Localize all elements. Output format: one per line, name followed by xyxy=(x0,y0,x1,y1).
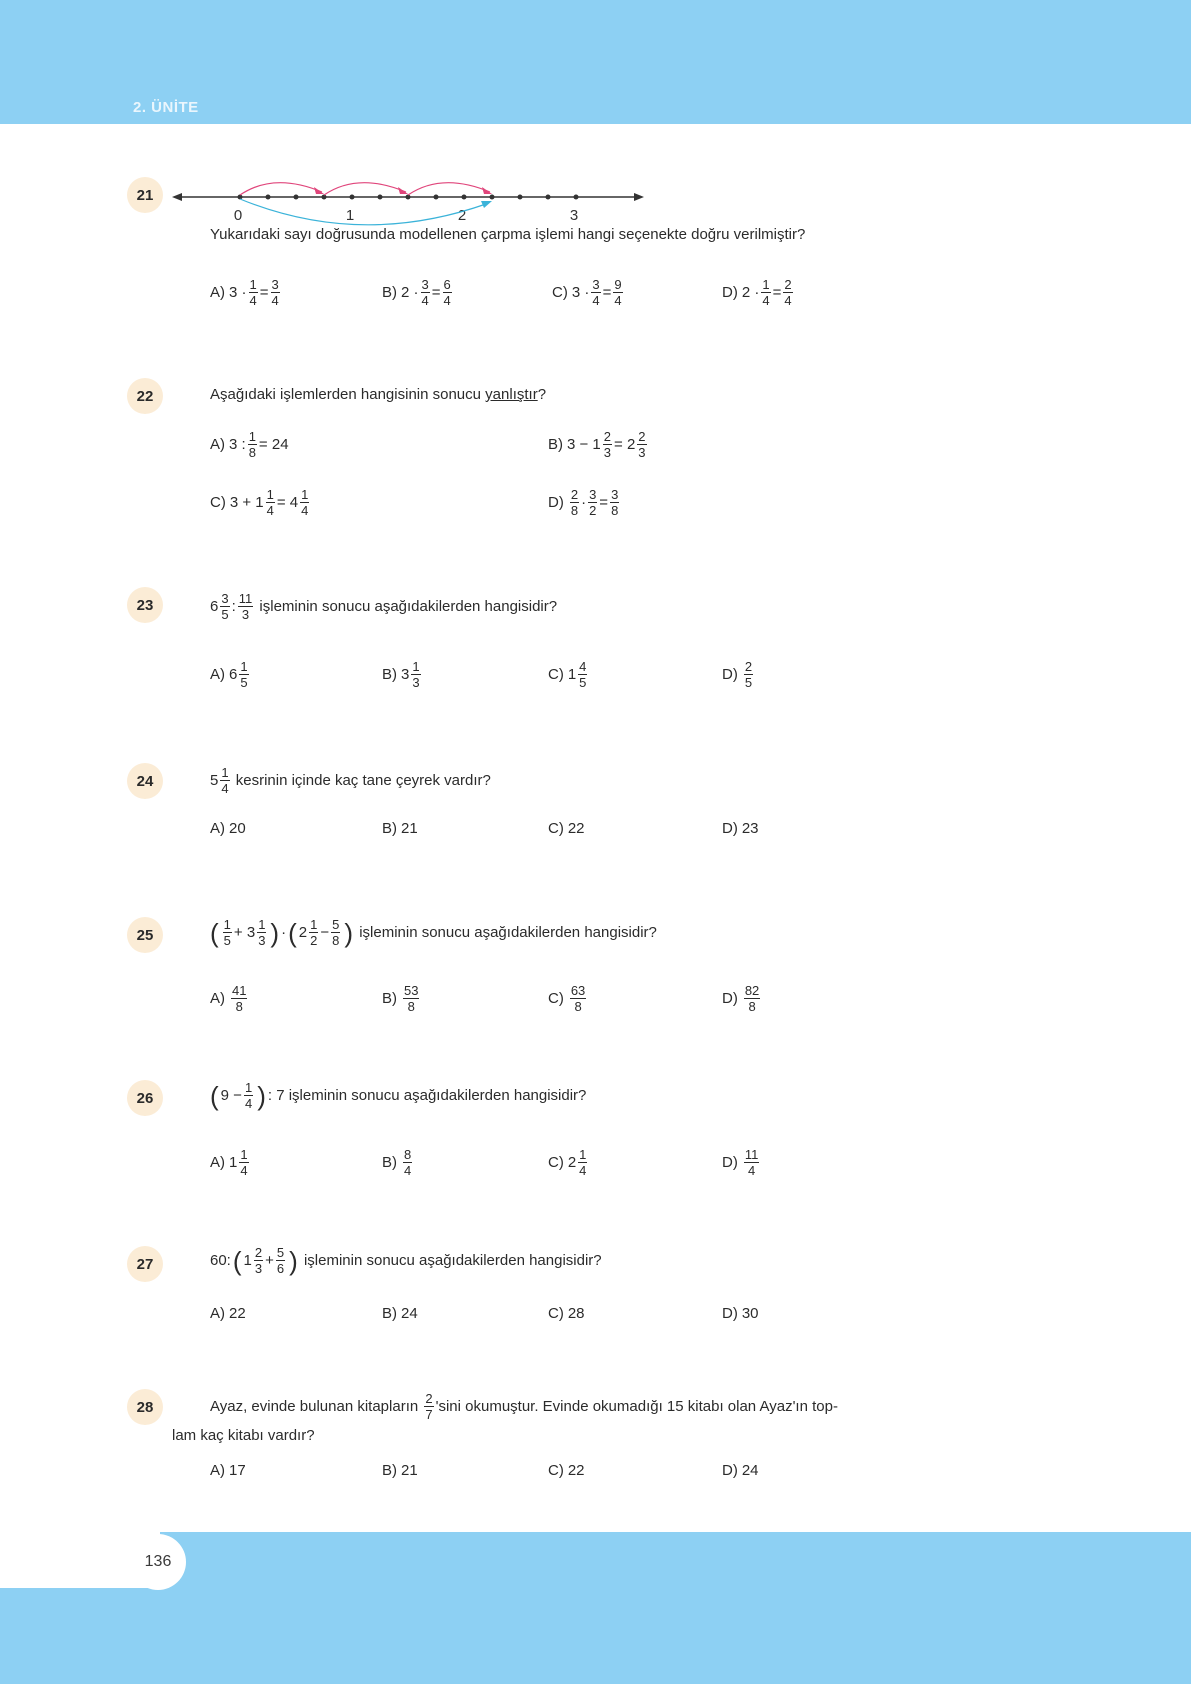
question-text: 5 $\frac{1}{4}$ kesrinin içinde kaç tane çeyrek vardır? xyxy=(210,765,491,796)
option-a[interactable]: A) 20 xyxy=(210,820,246,837)
option-c[interactable]: C) 3 · $\frac{3}{4}$ = $\frac{9}{4}$ xyxy=(552,277,622,308)
option-c[interactable]: C) $\frac{63}{8}$ xyxy=(548,983,586,1014)
option-a[interactable]: A) 22 xyxy=(210,1305,246,1322)
option-a[interactable]: A) $\frac{41}{8}$ xyxy=(210,983,247,1014)
option-d[interactable]: D) 23 xyxy=(722,820,759,837)
option-c[interactable]: C) 3 + 1 $\frac{1}{4}$ = 4 $\frac{1}{4}$ xyxy=(210,487,309,518)
option-a[interactable]: A) 3 · $\frac{1}{4}$ = $\frac{3}{4}$ xyxy=(210,277,279,308)
question-text: ( $\frac{1}{5}$ + 3 $\frac{1}{3}$ ) · ( 2 $\frac{1}{2}$ − $\frac{5}{8}$ ) işleminin sonucu aşağıdakilerden hangisidir? xyxy=(210,917,657,948)
svg-text:0: 0 xyxy=(233,207,243,224)
option-a[interactable]: A) 6 $\frac{1}{5}$ xyxy=(210,659,248,690)
question-number-badge: 26 xyxy=(127,1080,163,1116)
option-d[interactable]: D) $\frac{2}{5}$ xyxy=(722,659,753,690)
option-c[interactable]: C) 28 xyxy=(548,1305,585,1322)
option-b[interactable]: B) 24 xyxy=(382,1305,418,1322)
option-d[interactable]: D) 30 xyxy=(722,1305,759,1322)
question-number-badge: 21 xyxy=(127,177,163,213)
option-b[interactable]: B) 3 − 1 $\frac{2}{3}$ = 2 $\frac{2}{3}$ xyxy=(548,429,646,460)
question-text: 60: ( 1 $\frac{2}{3}$ + $\frac{5}{6}$ ) işleminin sonucu aşağıdakilerden hangisidir? xyxy=(210,1245,602,1276)
option-a[interactable]: A) 3 : $\frac{1}{8}$ = 24 xyxy=(210,429,289,460)
question-number-badge: 27 xyxy=(127,1246,163,1282)
question-text: Yukarıdaki sayı doğrusunda modellenen çarpma işlemi hangi seçenekte doğru verilmiştir? xyxy=(210,226,806,243)
option-c[interactable]: C) 22 xyxy=(548,820,585,837)
option-a[interactable]: A) 1 $\frac{1}{4}$ xyxy=(210,1147,248,1178)
option-c[interactable]: C) 2 $\frac{1}{4}$ xyxy=(548,1147,587,1178)
question-text: 6 $\frac{3}{5}$ : $\frac{11}{3}$ işleminin sonucu aşağıdakilerden hangisidir? xyxy=(210,591,558,622)
arrow-left-icon xyxy=(172,193,182,201)
option-d[interactable]: D) $\frac{11}{4}$ xyxy=(722,1147,759,1178)
unit-label: 2. ÜNİTE xyxy=(133,99,199,116)
option-d[interactable]: D) $\frac{82}{8}$ xyxy=(722,983,760,1014)
option-c[interactable]: C) 22 xyxy=(548,1462,585,1479)
option-b[interactable]: B) 3 $\frac{1}{3}$ xyxy=(382,659,420,690)
page-number: 136 xyxy=(130,1534,186,1590)
question-number-badge: 28 xyxy=(127,1389,163,1425)
option-d[interactable]: D) 24 xyxy=(722,1462,759,1479)
option-b[interactable]: B) $\frac{53}{8}$ xyxy=(382,983,419,1014)
option-b[interactable]: B) 21 xyxy=(382,1462,418,1479)
question-text: Aşağıdaki işlemlerden hangisinin sonucu yanlıştır ? xyxy=(210,386,547,403)
question-number-badge: 22 xyxy=(127,378,163,414)
option-d[interactable]: D) $\frac{2}{8}$ · $\frac{3}{2}$ = $\frac{3}{8}$ xyxy=(548,487,619,518)
option-c[interactable]: C) 1 $\frac{4}{5}$ xyxy=(548,659,587,690)
svg-text:2: 2 xyxy=(457,207,467,224)
question-text-line2: lam kaç kitabı vardır? xyxy=(172,1427,315,1444)
option-d[interactable]: D) 2 · $\frac{1}{4}$ = $\frac{2}{4}$ xyxy=(722,277,792,308)
question-number-badge: 25 xyxy=(127,917,163,953)
option-b[interactable]: B) 2 · $\frac{3}{4}$ = $\frac{6}{4}$ xyxy=(382,277,451,308)
option-b[interactable]: B) $\frac{8}{4}$ xyxy=(382,1147,412,1178)
arrow-right-icon xyxy=(634,193,644,201)
question-number-badge: 23 xyxy=(127,587,163,623)
question-text: ( 9 − $\frac{1}{4}$ ) : 7 işleminin sonucu aşağıdakilerden hangisidir? xyxy=(210,1080,587,1111)
option-a[interactable]: A) 17 xyxy=(210,1462,246,1479)
svg-text:1: 1 xyxy=(345,207,355,224)
question-number-badge: 24 xyxy=(127,763,163,799)
svg-text:3: 3 xyxy=(569,207,579,224)
option-b[interactable]: B) 21 xyxy=(382,820,418,837)
question-text: Ayaz, evinde bulunan kitapların $\frac{2}{7}$ 'sini okumuştur. Evinde okumadığı 15 kitabı olan Ayaz'ın top- xyxy=(210,1391,838,1422)
